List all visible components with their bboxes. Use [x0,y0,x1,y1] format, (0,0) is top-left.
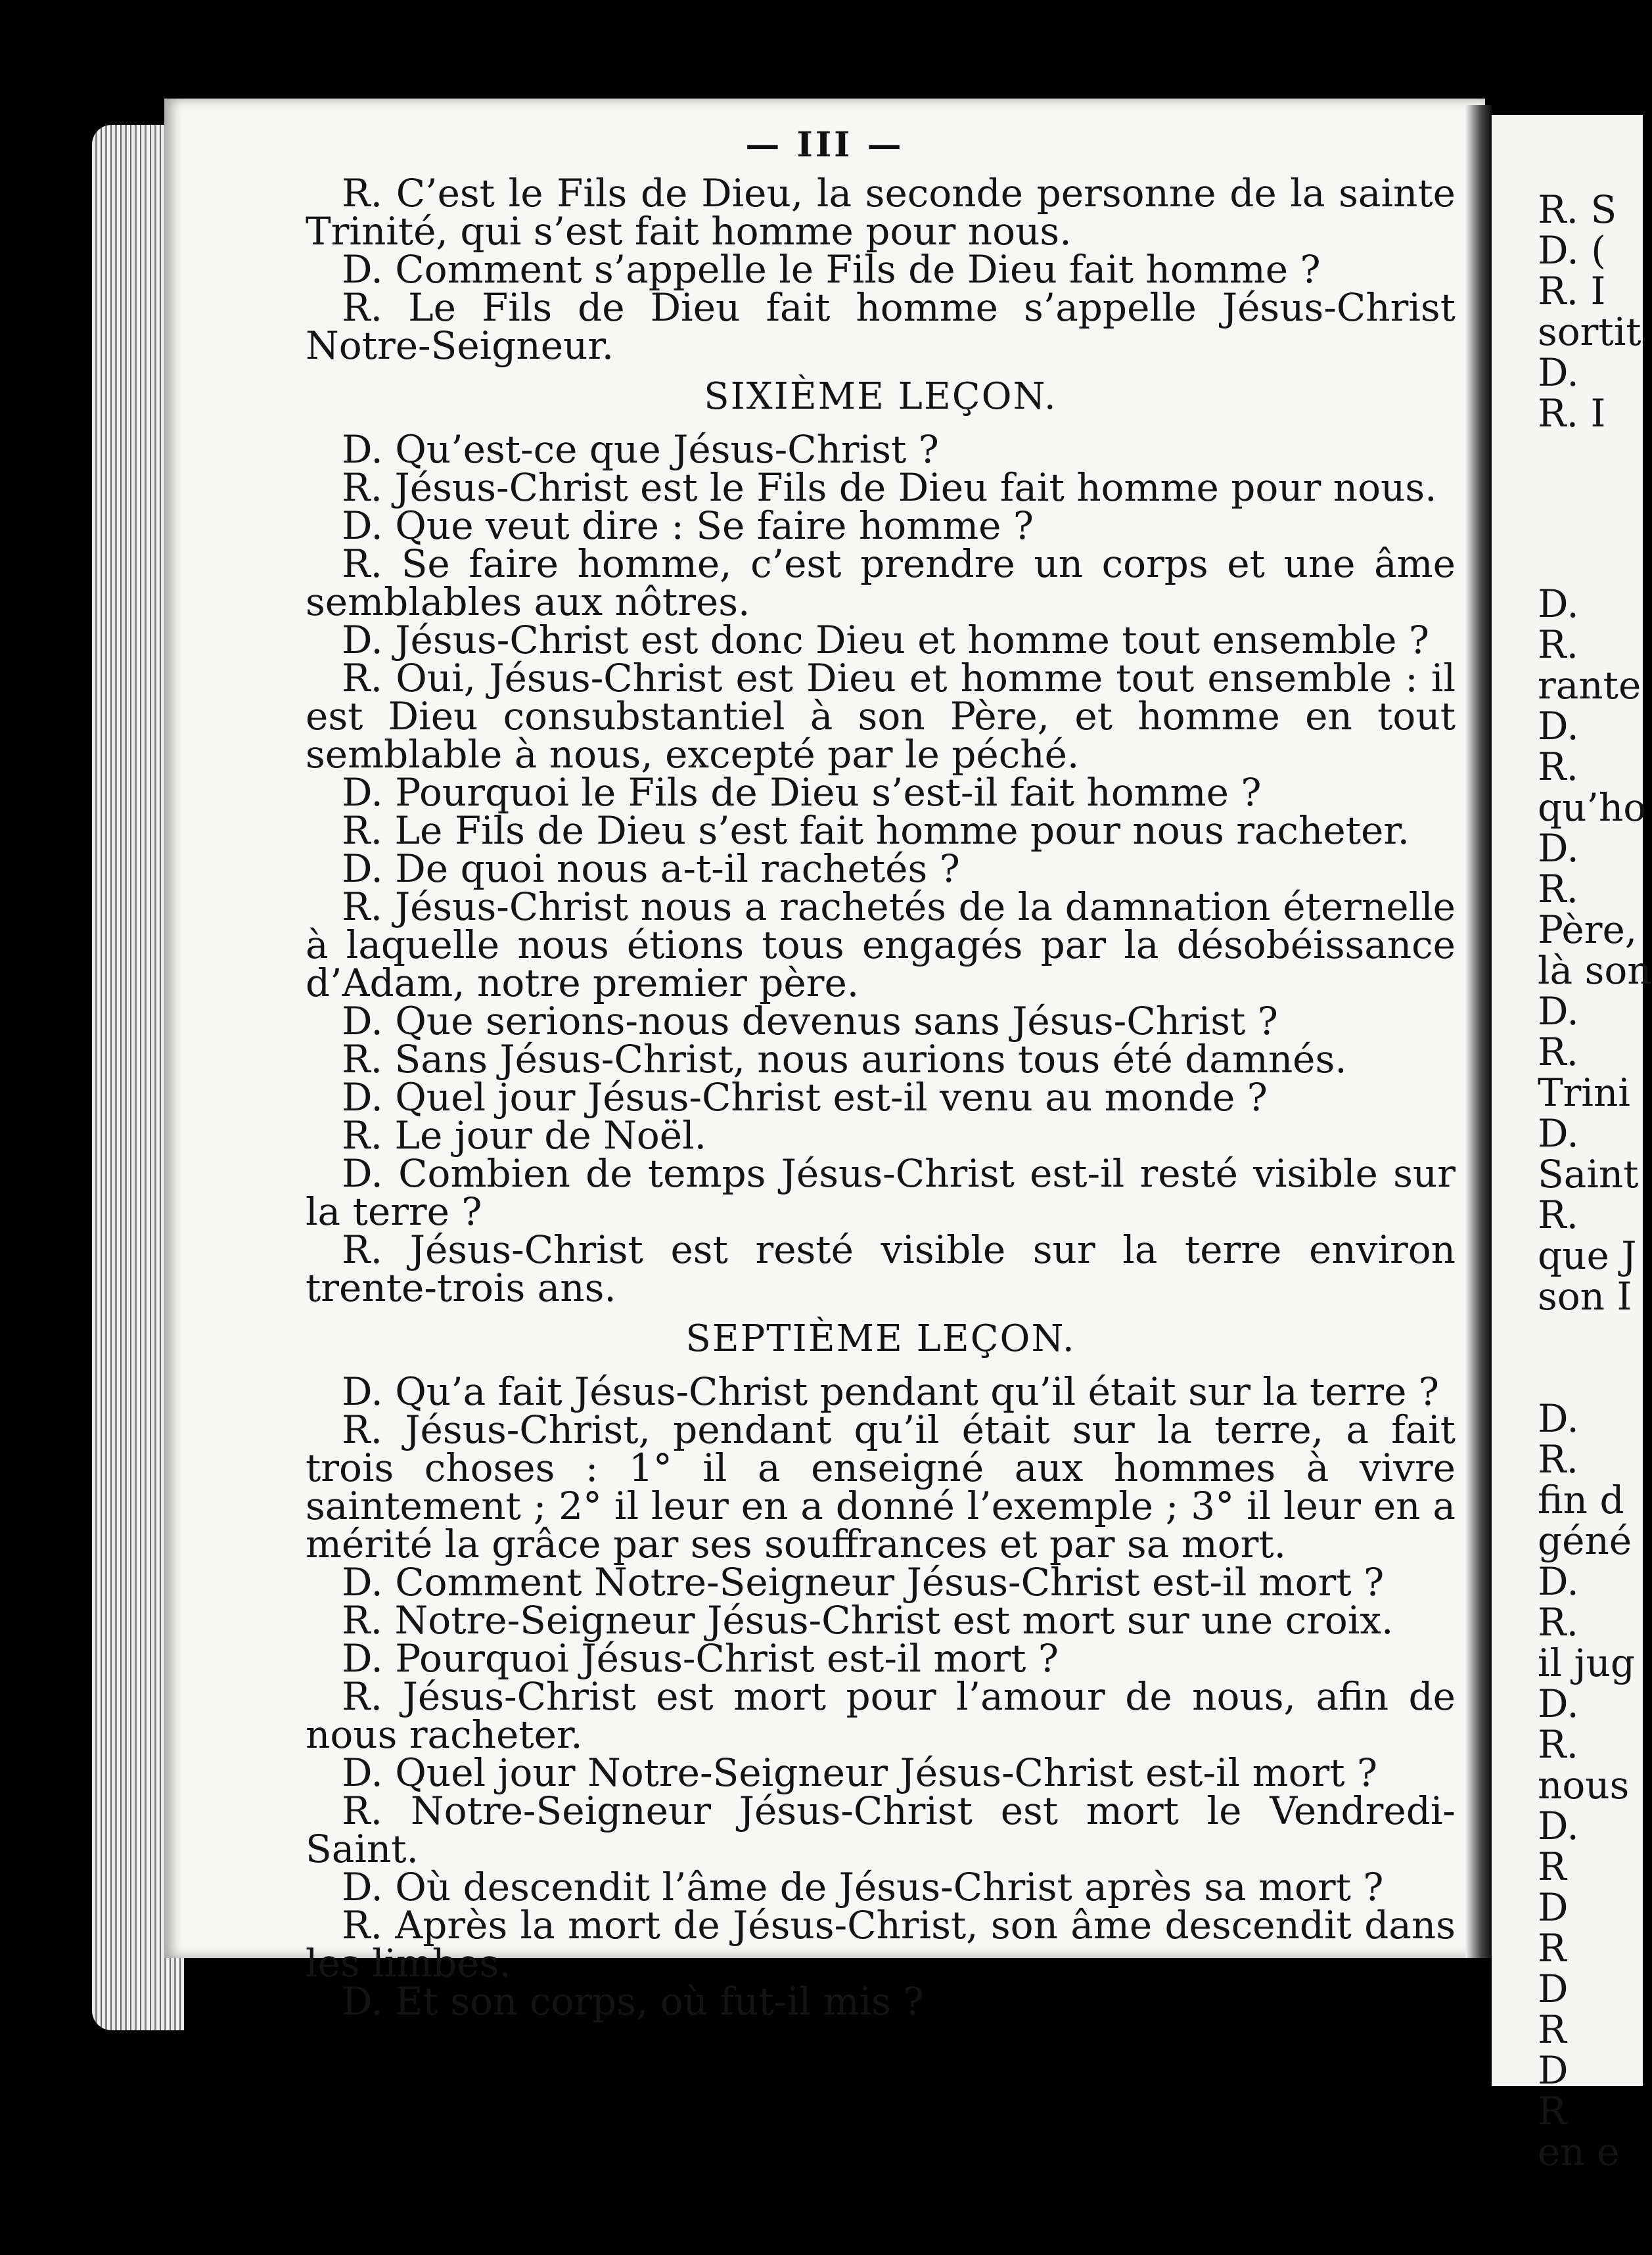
catechism-paragraph: R. Jésus-Christ est resté visible sur la terre environ trente-trois ans. [306,1227,1456,1310]
right-page-line: D. [1538,1681,1579,1726]
lesson-heading-sixth: SIXIÈME LEÇON. [704,375,1057,418]
catechism-paragraph: R. Se faire homme, c’est prendre un corps et une âme semblables aux nôtres. [306,541,1456,624]
catechism-paragraph: R. Notre-Seigneur Jésus-Christ est mort sur une croix. [342,1598,1394,1643]
page-body [306,171,1456,2024]
right-page-line: R [1538,2007,1567,2052]
book-gutter [1465,105,1492,1958]
right-page-line: R. [1538,744,1579,789]
right-page-line: il jug [1538,1641,1636,1685]
catechism-paragraph: D. Comment s’appelle le Fils de Dieu fait homme ? [342,247,1321,292]
right-page-line: D. [1538,350,1579,395]
right-page-line: R. S [1538,187,1617,232]
lesson-six [306,427,1456,1310]
right-page-line: D [1538,1885,1569,1930]
catechism-paragraph: D. Quel jour Jésus-Christ est-il venu au monde ? [342,1075,1268,1120]
catechism-paragraph: R. Jésus-Christ est mort pour l’amour de nous, afin de nous racheter. [306,1674,1456,1757]
right-page-fragment [1492,115,1652,2174]
right-page-line: R. [1538,867,1579,911]
right-page-line: D. [1538,704,1579,748]
catechism-paragraph: D. Où descendit l’âme de Jésus-Christ après sa mort ? [342,1865,1384,1909]
right-page-line: D. [1538,826,1579,871]
right-page-line: D. [1538,1396,1579,1441]
catechism-paragraph: R. C’est le Fils de Dieu, la seconde personne de la sainte Trinité, qui s’est fait homme pour nous. [306,171,1456,254]
right-page-line: D [1538,2048,1569,2093]
right-page-line: sortit [1538,309,1641,354]
catechism-paragraph: R. Notre-Seigneur Jésus-Christ est mort le Vendredi-Saint. [306,1788,1456,1871]
right-page-line: D. [1538,989,1579,1034]
catechism-paragraph: D. De quoi nous a-t-il rachetés ? [342,846,960,891]
right-page-line: que J [1538,1233,1637,1278]
right-page-line: R [1538,1844,1567,1889]
catechism-paragraph: D. Qu’a fait Jésus-Christ pendant qu’il était sur la terre ? [342,1369,1439,1414]
right-page-line: R [1538,2089,1567,2133]
right-page-line: R. [1538,1030,1579,1074]
right-page-line: Saint [1538,1152,1639,1196]
lesson-heading-seventh: SEPTIÈME LEÇON. [685,1317,1076,1360]
catechism-paragraph: R. Le Fils de Dieu fait homme s’appelle Jésus-Christ Notre-Seigneur. [306,285,1456,368]
right-page-line: D. [1538,1111,1579,1156]
right-page-line: son I [1538,1274,1632,1319]
right-page-line: en e [1538,2130,1620,2174]
right-page-line: R. I [1538,269,1606,313]
right-page-line: Père, [1538,907,1638,952]
catechism-paragraph: D. Que veut dire : Se faire homme ? [342,503,1034,548]
left-page [164,99,1485,2024]
right-page-line: D. [1538,581,1579,626]
catechism-paragraph: R. Le Fils de Dieu s’est fait homme pour nous racheter. [342,808,1410,853]
right-page-line: R. [1538,1437,1579,1482]
catechism-paragraph: D. Que serions-nous devenus sans Jésus-Christ ? [342,999,1278,1043]
catechism-paragraph: R. Oui, Jésus-Christ est Dieu et homme tout ensemble : il est Dieu consubstantiel à son Père, et homme en tout semblable à nous, excepté par le péché. [306,656,1456,777]
right-page-line: nous [1538,1763,1630,1808]
intro-questions [306,171,1456,368]
page-number: — III — [745,125,904,165]
right-page-line: Trini [1538,1070,1630,1115]
catechism-paragraph: D. Qu’est-ce que Jésus-Christ ? [342,427,939,472]
catechism-paragraph: R. Le jour de Noël. [342,1113,707,1158]
catechism-paragraph: D. Quel jour Notre-Seigneur Jésus-Christ est-il mort ? [342,1750,1378,1795]
catechism-paragraph: D. Jésus-Christ est donc Dieu et homme tout ensemble ? [342,618,1429,662]
catechism-paragraph: D. Comment Notre-Seigneur Jésus-Christ est-il mort ? [342,1560,1385,1605]
right-page-line: qu’ho [1538,785,1647,830]
right-page-line: D. ( [1538,228,1606,273]
catechism-paragraph: D. Combien de temps Jésus-Christ est-il resté visible sur la terre ? [306,1151,1456,1234]
right-page-line: R. [1538,1722,1579,1767]
right-page-line: géné [1538,1518,1632,1563]
right-page-line: R. [1538,1600,1579,1645]
catechism-paragraph: D. Pourquoi le Fils de Dieu s’est-il fait homme ? [342,770,1262,815]
right-page-line: rante [1538,663,1641,708]
right-page-line: D. [1538,1804,1579,1848]
right-page-line: fin d [1538,1478,1624,1522]
right-page-line: D. [1538,1559,1579,1604]
right-page-line: R [1538,1926,1567,1970]
catechism-paragraph: D. Et son corps, où fut-il mis ? [342,1979,924,2024]
catechism-paragraph: R. Après la mort de Jésus-Christ, son âme descendit dans les limbes. [306,1903,1456,1986]
right-page-line: là son [1538,948,1652,993]
catechism-paragraph: R. Jésus-Christ, pendant qu’il était sur la terre, a fait trois choses : 1° il a enseigné aux hommes à vivre saintement ; 2° il leur en a donné l’exemple ; 3° il leur en a mérité la grâce par ses souffrances et par sa mort. [306,1407,1456,1566]
catechism-paragraph: D. Pourquoi Jésus-Christ est-il mort ? [342,1636,1059,1681]
catechism-paragraph: R. Sans Jésus-Christ, nous aurions tous été damnés. [342,1037,1347,1082]
right-page-line: D [1538,1967,1569,2011]
catechism-paragraph: R. Jésus-Christ nous a rachetés de la damnation éternelle à laquelle nous étions tous engagés par la désobéissance d’Adam, notre premier père. [306,884,1456,1005]
right-page-line: R. [1538,622,1579,667]
right-page-line: R. I [1538,391,1606,436]
catechism-paragraph: R. Jésus-Christ est le Fils de Dieu fait homme pour nous. [342,465,1437,510]
lesson-seven [306,1369,1456,2024]
right-page-line: R. [1538,1193,1579,1237]
